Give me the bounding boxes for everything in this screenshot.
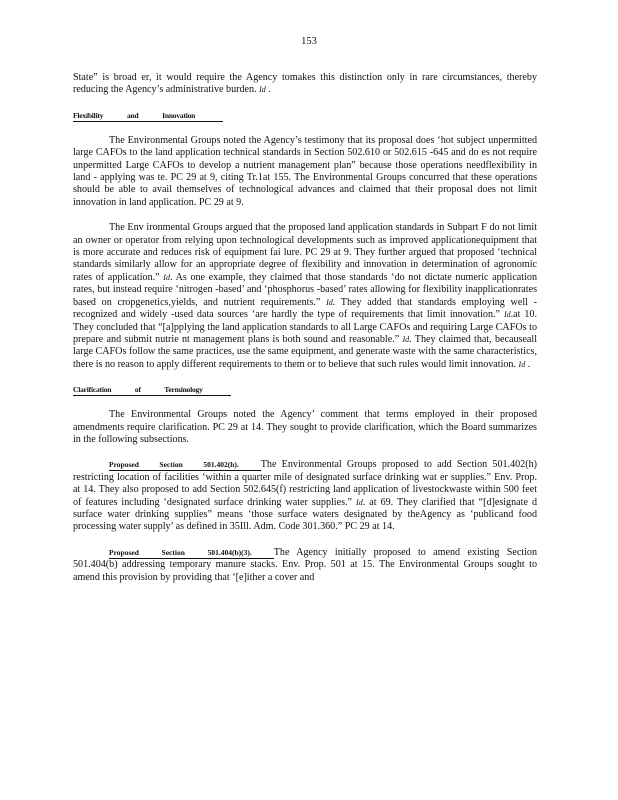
paragraph-section-501-404b3: Proposed Section 501.404(b)(3). The Agency initially proposed to amend existing Section 501.404(b) addressing temporary manure stacks. Env. Prop. 501 at 15. The Environmental Groups sought to amend this provision by providing that ‘[e]ither a cover and: [73, 546, 537, 583]
document-body: [73, 72, 537, 584]
paragraph-terminology-intro: The Environmental Groups noted the Agency’ comment that terms employed in their proposed amendments require clarification. PC 29 at 14. They sought to provide clarification, which the Board summarizes in the following subsections.: [73, 409, 537, 445]
subsection-label-501-402h: Proposed Section 501.402(h).: [109, 460, 261, 471]
paragraph-continuation: State” is broad er, it would require the Agency tomakes this distinction only in rare circumstances, thereby reducing the Agency’s administrative burden. Id .: [73, 72, 537, 96]
paragraph-flexibility-2: The Env ironmental Groups argued that the proposed land application standards in Subpart F do not limit an owner or operator from relying upon technological developments such as improved applicationequipment that is more accurate and reduces risk of equipment fai lure. PC 29 at 9. They further argued that proposed ‘technical standards similarly allow for an appropriate degree of flexibility and innovation in determination of agronomic rates of application.” Id. As one example, they claimed that those standards ‘do not dictate numeric application rates, but instead require ‘nitrogen -based’ and ‘phosphorus -based’ rates allowing for flexibility inapplicationrates based on cropgenetics,yields, and nutrient requirements.” Id. They added that standards employing well - recognized and widely -used data sources ‘are hardly the type of requirements that limit innovation.” Id.at 10. They concluded that “[a]pplying the land application standards to all Large CAFOs and requiring Large CAFOs to prepare and submit nutrie nt management plans is both sound and reasonable.” Id. They claimed that, becauseall large CAFOs follow the same practices, use the same equipment, and generate waste with the same characteristics, there is no reason to apply different requirements to them or to believe that such rules would limit innovation. Id .: [73, 222, 537, 370]
page-number: 153: [301, 36, 317, 47]
section-heading-flexibility: Flexibility and Innovation: [73, 110, 537, 122]
paragraph-flexibility-1: The Environmental Groups noted the Agency’s testimony that its proposal does ‘hot subject unpermitted large CAFOs to the land application technical standards in Section 502.610 or 502.615 -645 and do es not require unpermitted Large CAFOs to develop a nutrient management plan” because those operations needflexibility in land - applying was te. PC 29 at 9, citing Tr.1at 155. The Environmental Groups concurred that these operations should be able to avail themselves of technological advances and claimed that their proposal does not limit innovation in land application. PC 29 at 9.: [73, 134, 537, 208]
paragraph-section-501-402h: Proposed Section 501.402(h). The Environmental Groups proposed to add Section 501.402(h) restricting location of facilities ‘within a quarter mile of designated surface drinking wat er supplies.” Env. Prop. at 14. They also proposed to add Section 502.645(f) restricting land application of livestockwaste within 500 feet of features including ‘designated surface drinking water supplies.” Id. at 69. They clarified that “[d]esignate d surface water drinking supplies” means ‘those surface waters designated by theAgency as ‘publicand food processing water supply’ as defined in 35Ill. Adm. Code 301.360.” PC 29 at 14.: [73, 459, 537, 533]
section-heading-terminology: Clarification of Terminology: [73, 384, 537, 396]
subsection-label-501-404b3: Proposed Section 501.404(b)(3).: [109, 548, 274, 559]
